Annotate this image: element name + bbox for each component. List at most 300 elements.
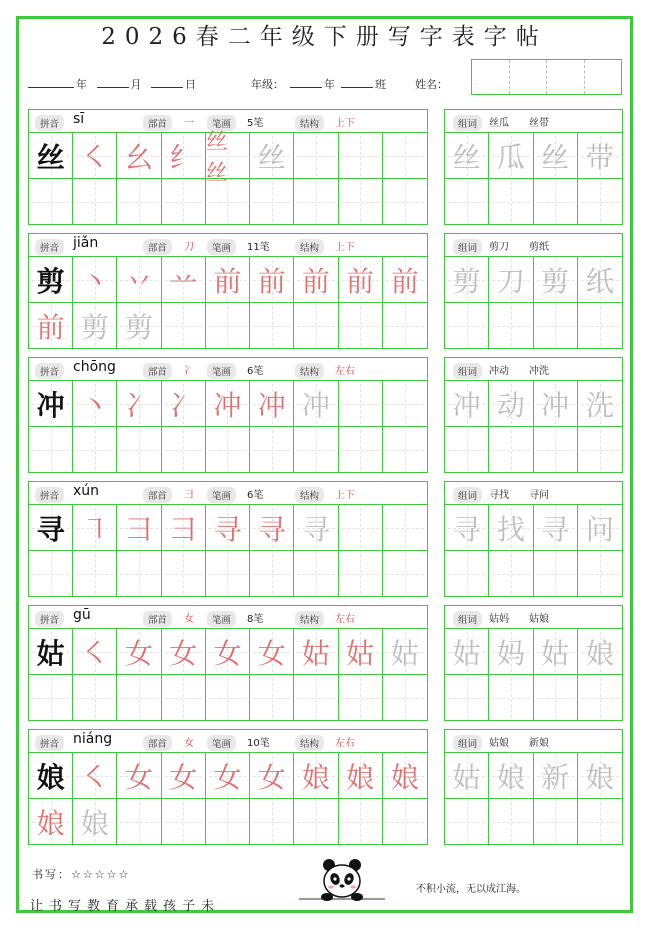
word-trace-cell[interactable] (489, 381, 533, 427)
practice-cell[interactable] (250, 257, 294, 303)
practice-cell[interactable] (117, 427, 161, 473)
practice-cell[interactable] (489, 551, 533, 597)
year-blank[interactable] (28, 78, 74, 88)
practice-cell[interactable] (250, 799, 294, 845)
cell-glyph: 寻 (257, 513, 286, 546)
word-1: 丝瓜 (489, 118, 509, 129)
cell-glyph: 丝 (257, 141, 286, 174)
practice-cell[interactable] (73, 179, 117, 225)
practice-cell[interactable] (206, 505, 250, 551)
cell-glyph: 瓜 (496, 141, 525, 174)
practice-cell[interactable] (73, 427, 117, 473)
model-char-cell (29, 629, 73, 675)
cell-glyph: 寻 (301, 513, 330, 546)
practice-row (29, 505, 427, 551)
practice-cell[interactable] (250, 381, 294, 427)
pinyin-label: 拼音 (35, 239, 64, 255)
practice-cell[interactable] (383, 179, 427, 225)
cell-glyph: 姑 (346, 637, 375, 670)
pinyin-label: 拼音 (35, 115, 64, 131)
cell-glyph: 女 (213, 637, 242, 670)
structure-label: 结构 (295, 611, 324, 627)
practice-cell[interactable] (250, 303, 294, 349)
pinyin-value: chōng (73, 359, 116, 375)
practice-cell[interactable] (294, 303, 338, 349)
word-header (445, 606, 622, 629)
word-trace-cell[interactable] (578, 133, 622, 179)
model-char-cell (29, 257, 73, 303)
cell-glyph: 丝 (541, 141, 570, 174)
practice-cell[interactable] (339, 629, 383, 675)
cell-glyph: 丝丝 (205, 130, 228, 186)
grade-blank[interactable] (290, 78, 322, 88)
practice-row (29, 753, 427, 799)
practice-cell[interactable] (162, 799, 206, 845)
practice-cell[interactable] (445, 551, 489, 597)
practice-cell[interactable] (162, 381, 206, 427)
cell-glyph: 女 (213, 761, 242, 794)
word-trace-cell[interactable] (445, 753, 489, 799)
word-trace-cell[interactable] (489, 629, 533, 675)
word-1: 冲动 (489, 366, 509, 377)
radical-value: 冫 (184, 366, 194, 377)
strokes-label: 笔画 (207, 735, 236, 751)
practice-cell[interactable] (383, 799, 427, 845)
practice-cell[interactable] (250, 505, 294, 551)
practice-cell[interactable] (294, 799, 338, 845)
practice-cell[interactable] (162, 179, 206, 225)
practice-cell[interactable] (162, 675, 206, 721)
pinyin-value: sī (73, 111, 85, 127)
cell-glyph: 剪 (125, 311, 154, 344)
practice-cell[interactable] (578, 551, 622, 597)
practice-cell[interactable] (73, 551, 117, 597)
word-header (445, 730, 622, 753)
practice-cell[interactable] (117, 179, 161, 225)
radical-label: 部首 (143, 239, 172, 255)
name-boxes[interactable] (471, 59, 622, 95)
word-trace-cell[interactable] (578, 381, 622, 427)
cell-glyph: 纟 (169, 141, 198, 174)
cell-glyph: 妈 (496, 637, 525, 670)
char-block (28, 605, 428, 721)
practice-row (29, 629, 427, 675)
cell-glyph: ㇕ (80, 513, 109, 546)
word-trace-row (445, 133, 622, 179)
practice-cell[interactable] (250, 551, 294, 597)
practice-row (29, 427, 427, 473)
strokes-value: 10笔 (247, 738, 270, 749)
word-trace-cell[interactable] (534, 381, 578, 427)
practice-cell[interactable] (339, 675, 383, 721)
radical-label: 部首 (143, 363, 172, 379)
cell-glyph: 纸 (585, 265, 614, 298)
day-blank[interactable] (151, 78, 183, 88)
practice-cell[interactable] (162, 629, 206, 675)
practice-cell[interactable] (162, 753, 206, 799)
cell-glyph: 姑 (390, 637, 419, 670)
practice-cell[interactable] (339, 303, 383, 349)
word-2: 剪纸 (529, 242, 549, 253)
strokes-label: 笔画 (207, 487, 236, 503)
practice-cell[interactable] (294, 257, 338, 303)
word-block (444, 109, 623, 225)
cell-glyph: 娘 (496, 761, 525, 794)
practice-cell[interactable] (162, 303, 206, 349)
practice-cell[interactable] (294, 427, 338, 473)
practice-cell[interactable] (29, 551, 73, 597)
month-blank[interactable] (97, 78, 129, 88)
strokes-value: 6笔 (247, 366, 264, 377)
practice-cell[interactable] (489, 675, 533, 721)
cell-glyph: 问 (585, 513, 614, 546)
practice-cell[interactable] (162, 551, 206, 597)
practice-row (29, 381, 427, 427)
cell-glyph: 剪 (80, 311, 109, 344)
practice-cell[interactable] (578, 427, 622, 473)
practice-cell[interactable] (73, 675, 117, 721)
word-trace-cell[interactable] (489, 753, 533, 799)
writing-rating: 书写：☆☆☆☆☆ (32, 868, 131, 881)
cell-glyph: 娘 (80, 807, 109, 840)
practice-cell[interactable] (339, 753, 383, 799)
practice-cell[interactable] (206, 799, 250, 845)
practice-cell[interactable] (294, 133, 338, 179)
practice-cell[interactable] (73, 303, 117, 349)
practice-cell[interactable] (73, 505, 117, 551)
cell-glyph: 姑 (541, 637, 570, 670)
cell-glyph: 寻 (452, 513, 481, 546)
cell-glyph: ㇛ (80, 637, 109, 670)
practice-cell[interactable] (383, 753, 427, 799)
practice-cell[interactable] (117, 257, 161, 303)
cell-glyph: 洗 (585, 389, 614, 422)
cell-glyph: 冲 (541, 389, 570, 422)
practice-cell[interactable] (29, 799, 73, 845)
pinyin-value: jiǎn (73, 235, 99, 251)
word-trace-cell[interactable] (534, 505, 578, 551)
practice-cell[interactable] (445, 179, 489, 225)
word-trace-cell[interactable] (534, 753, 578, 799)
cell-glyph: 新 (541, 761, 570, 794)
practice-cell[interactable] (445, 675, 489, 721)
word-trace-cell[interactable] (445, 133, 489, 179)
practice-cell[interactable] (445, 303, 489, 349)
word-header (445, 482, 622, 505)
practice-cell[interactable] (73, 257, 117, 303)
cell-glyph: 娘 (390, 761, 419, 794)
practice-cell[interactable] (250, 629, 294, 675)
practice-cell[interactable] (162, 505, 206, 551)
practice-cell[interactable] (250, 753, 294, 799)
word-practice-row (445, 551, 622, 597)
char-header (29, 358, 427, 381)
word-trace-cell[interactable] (489, 133, 533, 179)
pinyin-value: gū (73, 607, 91, 623)
pinyin-value: niáng (73, 731, 113, 747)
char-block (28, 357, 428, 473)
practice-cell[interactable] (294, 753, 338, 799)
practice-row (29, 799, 427, 845)
char-header (29, 606, 427, 629)
cell-glyph: 前 (346, 265, 375, 298)
practice-cell[interactable] (117, 505, 161, 551)
practice-cell[interactable] (73, 381, 117, 427)
word-trace-cell[interactable] (445, 629, 489, 675)
structure-value: 上下 (335, 490, 355, 501)
char-block (28, 729, 428, 845)
word-trace-cell[interactable] (445, 381, 489, 427)
practice-cell[interactable] (73, 629, 117, 675)
practice-cell[interactable] (339, 381, 383, 427)
practice-cell[interactable] (383, 629, 427, 675)
cell-glyph: 姑 (36, 637, 65, 670)
practice-cell[interactable] (117, 675, 161, 721)
word-trace-cell[interactable] (534, 133, 578, 179)
practice-cell[interactable] (383, 505, 427, 551)
practice-cell[interactable] (383, 133, 427, 179)
practice-cell[interactable] (294, 551, 338, 597)
cell-glyph: 丝 (36, 141, 65, 174)
practice-cell[interactable] (534, 303, 578, 349)
cell-glyph: 冫 (169, 389, 198, 422)
model-char-cell (29, 381, 73, 427)
practice-cell[interactable] (206, 675, 250, 721)
cell-glyph: 寻 (213, 513, 242, 546)
practice-cell[interactable] (339, 551, 383, 597)
word-practice-row (445, 427, 622, 473)
practice-cell[interactable] (206, 381, 250, 427)
practice-cell[interactable] (250, 675, 294, 721)
pinyin-value: xún (73, 483, 100, 499)
practice-cell[interactable] (206, 551, 250, 597)
word-trace-cell[interactable] (534, 629, 578, 675)
page-title: 2026春二年级下册写字表字帖 (101, 24, 548, 50)
word-1: 姑娘 (489, 738, 509, 749)
practice-cell[interactable] (206, 303, 250, 349)
word-header (445, 234, 622, 257)
practice-cell[interactable] (534, 179, 578, 225)
cell-glyph: 前 (390, 265, 419, 298)
practice-cell[interactable] (250, 133, 294, 179)
cell-glyph: 寻 (36, 513, 65, 546)
practice-cell[interactable] (383, 303, 427, 349)
cell-glyph: 剪 (541, 265, 570, 298)
practice-cell[interactable] (578, 179, 622, 225)
word-trace-cell[interactable] (534, 257, 578, 303)
word-block (444, 357, 623, 473)
strokes-value: 11笔 (247, 242, 270, 253)
radical-value: 刀 (184, 242, 194, 253)
class-blank[interactable] (341, 78, 373, 88)
practice-cell[interactable] (206, 629, 250, 675)
cell-glyph: 冫 (125, 389, 154, 422)
practice-cell[interactable] (294, 179, 338, 225)
practice-cell[interactable] (206, 257, 250, 303)
word-trace-row (445, 381, 622, 427)
char-header (29, 730, 427, 753)
practice-cell[interactable] (294, 629, 338, 675)
model-char-cell (29, 753, 73, 799)
strokes-value: 8笔 (247, 614, 264, 625)
practice-cell[interactable] (534, 675, 578, 721)
practice-cell[interactable] (117, 303, 161, 349)
word-practice-row (445, 799, 622, 845)
practice-cell[interactable] (339, 799, 383, 845)
word-block (444, 729, 623, 845)
strokes-value: 6笔 (247, 490, 264, 501)
pinyin-label: 拼音 (35, 363, 64, 379)
word-trace-cell[interactable] (489, 505, 533, 551)
cell-glyph: 找 (496, 513, 525, 546)
practice-cell[interactable] (383, 427, 427, 473)
word-trace-cell[interactable] (578, 505, 622, 551)
quote: 不积小流，无以成江海。 (416, 884, 526, 895)
practice-cell[interactable] (383, 381, 427, 427)
cell-glyph: 娘 (585, 761, 614, 794)
practice-cell[interactable] (578, 799, 622, 845)
practice-cell[interactable] (250, 427, 294, 473)
word-trace-cell[interactable] (578, 753, 622, 799)
radical-label: 部首 (143, 735, 172, 751)
structure-value: 左右 (335, 614, 355, 625)
cell-glyph: ㇛ (80, 761, 109, 794)
practice-cell[interactable] (117, 133, 161, 179)
practice-cell[interactable] (117, 629, 161, 675)
cell-glyph: 前 (213, 265, 242, 298)
word-block (444, 233, 623, 349)
cell-glyph: 女 (169, 637, 198, 670)
structure-label: 结构 (295, 735, 324, 751)
practice-cell[interactable] (489, 799, 533, 845)
word-trace-cell[interactable] (578, 257, 622, 303)
practice-row (29, 130, 427, 186)
word-header (445, 358, 622, 381)
cell-glyph: 姑 (452, 761, 481, 794)
practice-cell[interactable] (578, 303, 622, 349)
practice-cell[interactable] (162, 133, 206, 179)
radical-value: 女 (184, 614, 194, 625)
practice-cell[interactable] (162, 257, 206, 303)
practice-cell[interactable] (445, 427, 489, 473)
practice-cell[interactable] (445, 799, 489, 845)
cell-glyph: ㇛ (80, 141, 109, 174)
practice-cell[interactable] (117, 753, 161, 799)
practice-cell[interactable] (294, 505, 338, 551)
word-1: 剪刀 (489, 242, 509, 253)
practice-cell[interactable] (29, 427, 73, 473)
practice-cell[interactable] (29, 675, 73, 721)
radical-value: 一 (184, 118, 194, 129)
practice-cell[interactable] (206, 753, 250, 799)
char-block (28, 233, 428, 349)
radical-label: 部首 (143, 611, 172, 627)
motto: 让书写教育承载孩子未 (30, 899, 221, 914)
structure-label: 结构 (295, 363, 324, 379)
practice-cell[interactable] (294, 675, 338, 721)
word-trace-cell[interactable] (445, 505, 489, 551)
pinyin-label: 拼音 (35, 735, 64, 751)
practice-cell[interactable] (339, 427, 383, 473)
practice-cell[interactable] (383, 675, 427, 721)
practice-cell[interactable] (294, 381, 338, 427)
cell-glyph: 动 (496, 389, 525, 422)
cell-glyph: 冲 (213, 389, 242, 422)
cell-glyph: 娘 (346, 761, 375, 794)
strokes-value: 5笔 (247, 118, 264, 129)
practice-cell[interactable] (339, 179, 383, 225)
practice-cell[interactable] (117, 551, 161, 597)
word-trace-cell[interactable] (489, 257, 533, 303)
practice-cell[interactable] (534, 799, 578, 845)
practice-cell[interactable] (339, 257, 383, 303)
practice-cell[interactable] (117, 799, 161, 845)
practice-cell[interactable] (162, 427, 206, 473)
practice-cell[interactable] (73, 753, 117, 799)
practice-cell[interactable] (29, 303, 73, 349)
cell-glyph: 丶 (80, 265, 109, 298)
practice-cell[interactable] (73, 799, 117, 845)
cell-glyph: 彐 (169, 513, 198, 546)
practice-cell[interactable] (489, 179, 533, 225)
words-label: 组词 (453, 611, 482, 627)
word-trace-cell[interactable] (578, 629, 622, 675)
strokes-label: 笔画 (207, 363, 236, 379)
words-label: 组词 (453, 735, 482, 751)
cell-glyph: 剪 (36, 265, 65, 298)
practice-row (29, 257, 427, 303)
practice-cell[interactable] (339, 505, 383, 551)
practice-cell[interactable] (489, 303, 533, 349)
practice-cell[interactable] (206, 427, 250, 473)
practice-cell[interactable] (29, 179, 73, 225)
radical-label: 部首 (143, 487, 172, 503)
cell-glyph: 前 (301, 265, 330, 298)
structure-value: 左右 (335, 366, 355, 377)
structure-label: 结构 (295, 115, 324, 131)
practice-cell[interactable] (489, 427, 533, 473)
word-trace-cell[interactable] (445, 257, 489, 303)
cell-glyph: 女 (257, 761, 286, 794)
word-trace-row (445, 257, 622, 303)
cell-glyph: 娘 (36, 807, 65, 840)
cell-glyph: 前 (36, 311, 65, 344)
practice-cell[interactable] (117, 381, 161, 427)
strokes-label: 笔画 (207, 239, 236, 255)
practice-cell[interactable] (383, 551, 427, 597)
practice-cell[interactable] (534, 427, 578, 473)
practice-cell[interactable] (534, 551, 578, 597)
cell-glyph: 女 (169, 761, 198, 794)
word-2: 寻问 (529, 490, 549, 501)
practice-cell[interactable] (250, 179, 294, 225)
cell-glyph: 女 (125, 637, 154, 670)
practice-row (29, 675, 427, 721)
word-trace-row (445, 629, 622, 675)
practice-cell[interactable] (73, 133, 117, 179)
word-2: 新娘 (529, 738, 549, 749)
practice-cell[interactable] (205, 130, 250, 186)
practice-cell[interactable] (578, 675, 622, 721)
word-block (444, 481, 623, 597)
char-header (29, 482, 427, 505)
practice-cell[interactable] (383, 257, 427, 303)
name-label: 姓名： (415, 78, 448, 91)
cell-glyph: 寻 (541, 513, 570, 546)
practice-cell[interactable] (339, 133, 383, 179)
cell-glyph: 冲 (452, 389, 481, 422)
cell-glyph: 冲 (301, 389, 330, 422)
